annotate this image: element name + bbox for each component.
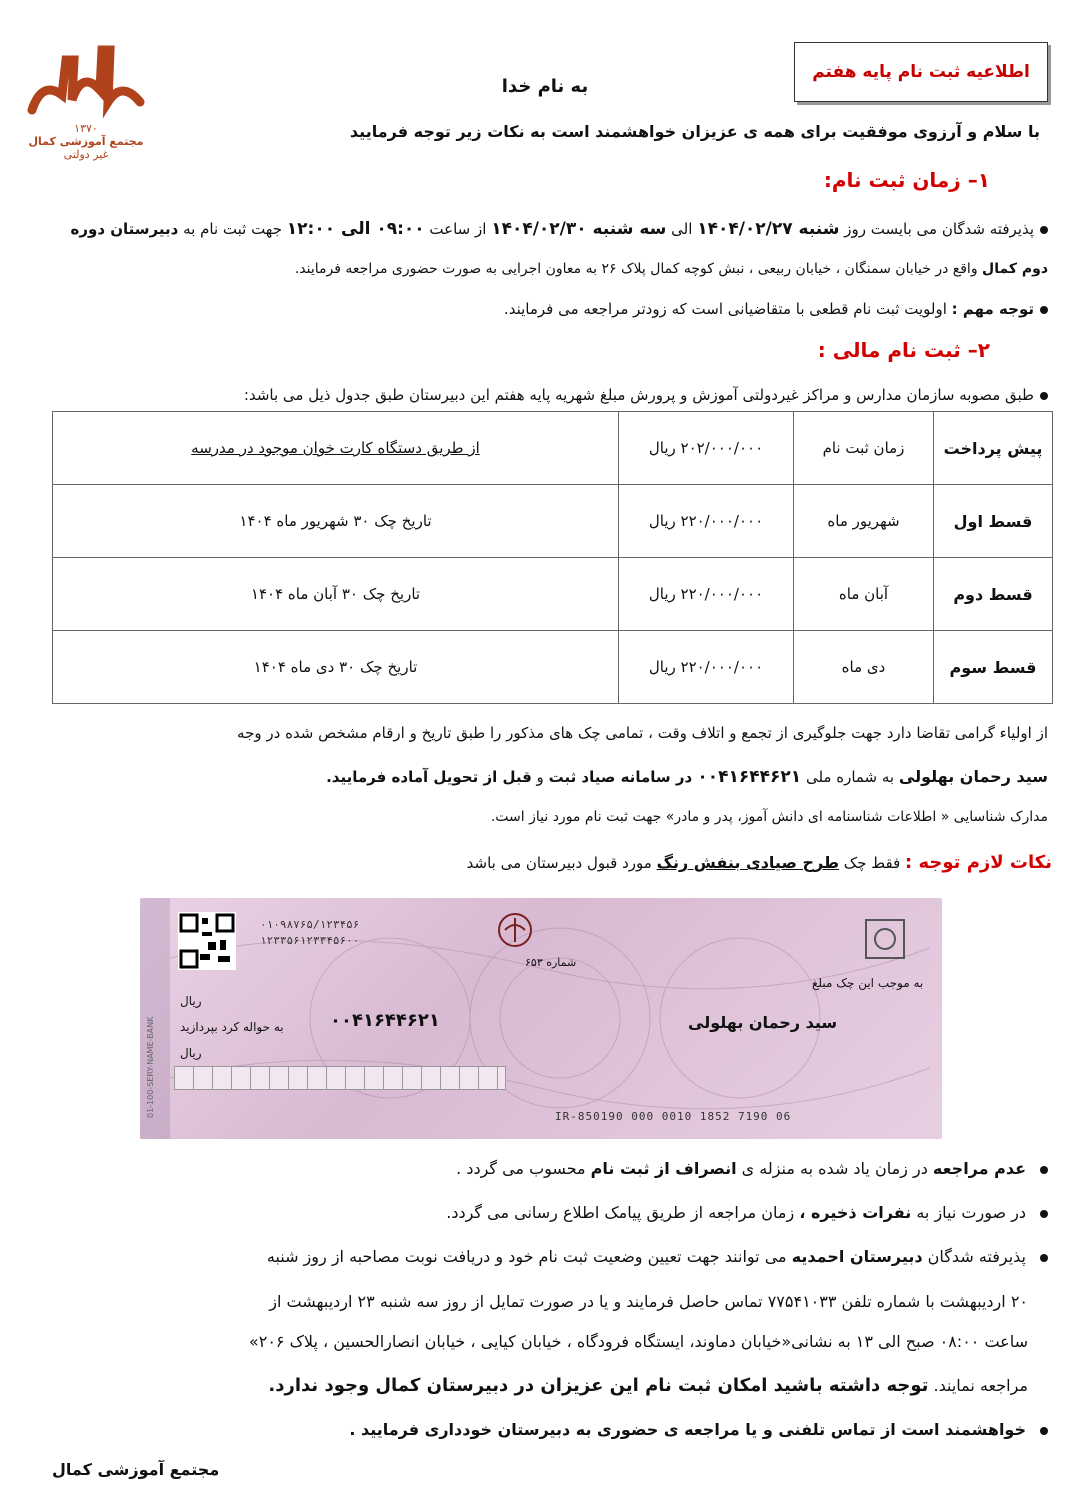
text: نفرات ذخیره ، [799, 1203, 912, 1222]
text: در زمان یاد شده به منزله ی [736, 1159, 933, 1178]
note-label: توجه مهم : [951, 300, 1034, 318]
time-range: ۰۹:۰۰ الی ۱۲:۰۰ [286, 219, 425, 239]
sample-cheque-image [140, 898, 942, 1139]
section2-title: ۲– ثبت نام مالی : [817, 338, 990, 362]
fee-amount-cell: ۲۲۰/۰۰۰/۰۰۰ ریال [619, 485, 794, 558]
bullet-icon [1040, 1210, 1048, 1218]
bismillah: به نام خدا [501, 76, 589, 97]
bank-logo-icon [860, 914, 910, 964]
bank-emblem-icon [490, 910, 540, 950]
qr-code-icon [178, 912, 236, 970]
payee-name: سید رحمان بهلولی [898, 767, 1048, 786]
text: در سامانه صیاد ثبت [548, 768, 698, 786]
bullet-icon [1040, 1166, 1048, 1174]
text: انصراف از ثبت نام [590, 1159, 737, 1178]
fee-note-cell: تاریخ چک ۳۰ شهریور ماه ۱۴۰۴ [53, 485, 619, 558]
logo-subtitle: غیر دولتی [63, 148, 109, 161]
text: قبل از تحویل آماده فرمایید. [326, 768, 532, 786]
start-date: شنبه ۱۴۰۴/۰۲/۲۷ [697, 219, 840, 239]
cheque-national-id: ۰۰۴۱۶۴۴۶۲۱ [330, 1010, 440, 1031]
text: جهت ثبت نام به [178, 220, 287, 238]
fee-note-cell: تاریخ چک ۳۰ آبان ماه ۱۴۰۴ [53, 558, 619, 631]
text: طبق مصوبه سازمان مدارس و مراکز غیردولتی آموزش و پرورش مبلغ شهریه پایه هفتم این دبیرستان طبق جدول ذیل می باشد: [243, 386, 1034, 404]
text: دبیرستان احمدیه [791, 1247, 923, 1266]
bullet-no-call [38, 1413, 1048, 1447]
required-documents: مدارک شناسایی « اطلاعات شناسنامه ای دانش آموز، پدر و مادر» جهت ثبت نام مورد نیاز است. [490, 809, 1048, 825]
text: می توانند جهت تعیین وضعیت ثبت نام خود و دریافت نوبت مصاحبه از روز شنبه [266, 1247, 792, 1266]
cheque-rial-1: ریال [180, 994, 202, 1008]
school-name: دبیرستان دوره [70, 220, 179, 238]
end-date: سه شنبه ۱۴۰۴/۰۲/۳۰ [491, 219, 667, 239]
text: خواهشمند است از تماس تلفنی و یا مراجعه ی حضوری به دبیرستان خودداری فرمایید . [349, 1420, 1026, 1439]
fee-note-cell: از طریق دستگاه کارت خوان موجود در مدرسه [53, 412, 619, 485]
cheque-pay-line: به موجب این چک مبلغ [812, 976, 924, 990]
table-row [53, 485, 1053, 558]
text: از ساعت [424, 220, 492, 238]
text: در صورت نیاز به [911, 1203, 1026, 1222]
cheque-serial-2: ۱۲۳۳۵۶۱۲۳۳۴۵۶۰۰ [260, 934, 360, 947]
text: محسوب می گردد . [456, 1159, 591, 1178]
cheque-order-line: به حواله کرد بپردازید [180, 1020, 284, 1034]
text: به شماره ملی [801, 768, 899, 786]
cheque-payee-name: سید رحمان بهلولی [688, 1013, 838, 1032]
bullet-reserve [38, 1196, 1048, 1230]
logo-title: مجتمع آموزشی کمال [28, 135, 144, 148]
fee-label-cell: قسط سوم [934, 631, 1053, 704]
section1-paragraph-line2 [38, 252, 1048, 286]
bullet-no-show [38, 1152, 1048, 1186]
school-name: دوم کمال [982, 261, 1048, 277]
bullet-icon [1040, 1254, 1048, 1262]
text: زمان مراجعه از طریق پیامک اطلاع رسانی می گردد. [446, 1203, 800, 1222]
logo-year: ۱۳۷۰ [74, 122, 98, 135]
cheque-side-strip [140, 898, 170, 1139]
points-line [42, 846, 1052, 880]
fee-table [52, 411, 1053, 704]
cheque-side-text: 01-100-SERY-NAME-BANK [146, 1016, 155, 1118]
cheque-rial-2: ریال [180, 1046, 202, 1060]
bullet-icon [1040, 226, 1048, 234]
text: پذیرفته شدگان می بایست روز [839, 220, 1034, 238]
text: مورد قبول دبیرستان می باشد [466, 854, 657, 872]
text: فقط چک [839, 854, 906, 872]
fee-when-cell: آبان ماه [794, 558, 934, 631]
fee-amount-cell: ۲۲۰/۰۰۰/۰۰۰ ریال [619, 558, 794, 631]
note-text: اولویت ثبت نام قطعی با متقاضیانی است که زودتر مراجعه می فرمایند. [503, 300, 952, 318]
cheque-instruction: از اولیاء گرامی تقاضا دارد جهت جلوگیری از تجمع و اتلاف وقت ، تمامی چک های مذکور را طبق تاریخ و ارقام مشخص شده در وجه [237, 724, 1048, 742]
fee-label-cell: قسط دوم [934, 558, 1053, 631]
bullet-ahmadieh-line4 [38, 1369, 1028, 1403]
bullet-ahmadieh-line3: ساعت ۰۸:۰۰ صبح الی ۱۳ به نشانی«خیابان دماوند، ایستگاه فرودگاه ، خیابان کیایی ، خیابان انصارالحسین ، پلاک ۲۰۶» [248, 1332, 1028, 1351]
bullet-icon [1040, 392, 1048, 400]
cheque-iban: IR-850190 000 0010 1852 7190 06 [555, 1110, 792, 1123]
amount-boxes [174, 1066, 506, 1090]
text: الی [666, 220, 698, 238]
text: پذیرفته شدگان [922, 1247, 1026, 1266]
points-label: نکات لازم توجه : [905, 852, 1052, 873]
payee-line [38, 760, 1048, 794]
greeting: با سلام و آرزوی موفقیت برای همه ی عزیزان خواهشمند است به نکات زیر توجه فرمایید [349, 122, 1040, 141]
fee-label-cell: قسط اول [934, 485, 1053, 558]
important-note [38, 292, 1048, 326]
text: واقع در خیابان سمنگان ، خیابان ربیعی ، نبش کوچه کمال پلاک ۲۶ به معاون اجرایی به صورت حضوری مراجعه فرمایند. [294, 261, 983, 277]
text: توجه داشته باشید امکان ثبت نام این عزیزان در دبیرستان کمال وجود ندارد. [268, 1375, 929, 1396]
fee-note-cell: تاریخ چک ۳۰ دی ماه ۱۴۰۴ [53, 631, 619, 704]
table-row [53, 412, 1053, 485]
bullet-icon [1040, 306, 1048, 314]
cheque-serial-1: ۰۱۰۹۸۷۶۵/۱۲۳۴۵۶ [260, 918, 360, 931]
fee-amount-cell: ۲۲۰/۰۰۰/۰۰۰ ریال [619, 631, 794, 704]
footer-signature: مجتمع آموزشی کمال [52, 1460, 220, 1479]
national-id: ۰۰۴۱۶۴۴۶۲۱ [697, 767, 802, 787]
fee-when-cell: دی ماه [794, 631, 934, 704]
text: مراجعه نمایند. [928, 1376, 1028, 1395]
text: و [531, 768, 549, 786]
bullet-icon [1040, 1427, 1048, 1435]
section2-intro [38, 378, 1048, 412]
fee-when-cell: شهریور ماه [794, 485, 934, 558]
purple-cheque-text: طرح صیادی بنفش رنگ [656, 853, 840, 872]
bullet-ahmadieh [38, 1240, 1048, 1274]
table-row [53, 631, 1053, 704]
logo-emblem-icon [22, 40, 150, 120]
table-row [53, 558, 1053, 631]
section1-title: ۱– زمان ثبت نام: [823, 168, 990, 192]
cheque-number: شماره ۶۵۳ [525, 956, 577, 969]
fee-amount-cell: ۲۰۲/۰۰۰/۰۰۰ ریال [619, 412, 794, 485]
section1-paragraph [38, 212, 1048, 246]
notice-title: اطلاعیه ثبت نام پایه هفتم [794, 42, 1048, 102]
fee-label-cell: پیش پرداخت [934, 412, 1053, 485]
text: عدم مراجعه [932, 1159, 1026, 1178]
school-logo [22, 40, 150, 160]
fee-when-cell: زمان ثبت نام [794, 412, 934, 485]
bullet-ahmadieh-line2: ۲۰ اردیبهشت با شماره تلفن ۷۷۵۴۱۰۳۳ تماس حاصل فرمایند و یا در صورت تمایل از روز سه شنبه ۲۳ اردیبهشت از [269, 1292, 1028, 1311]
